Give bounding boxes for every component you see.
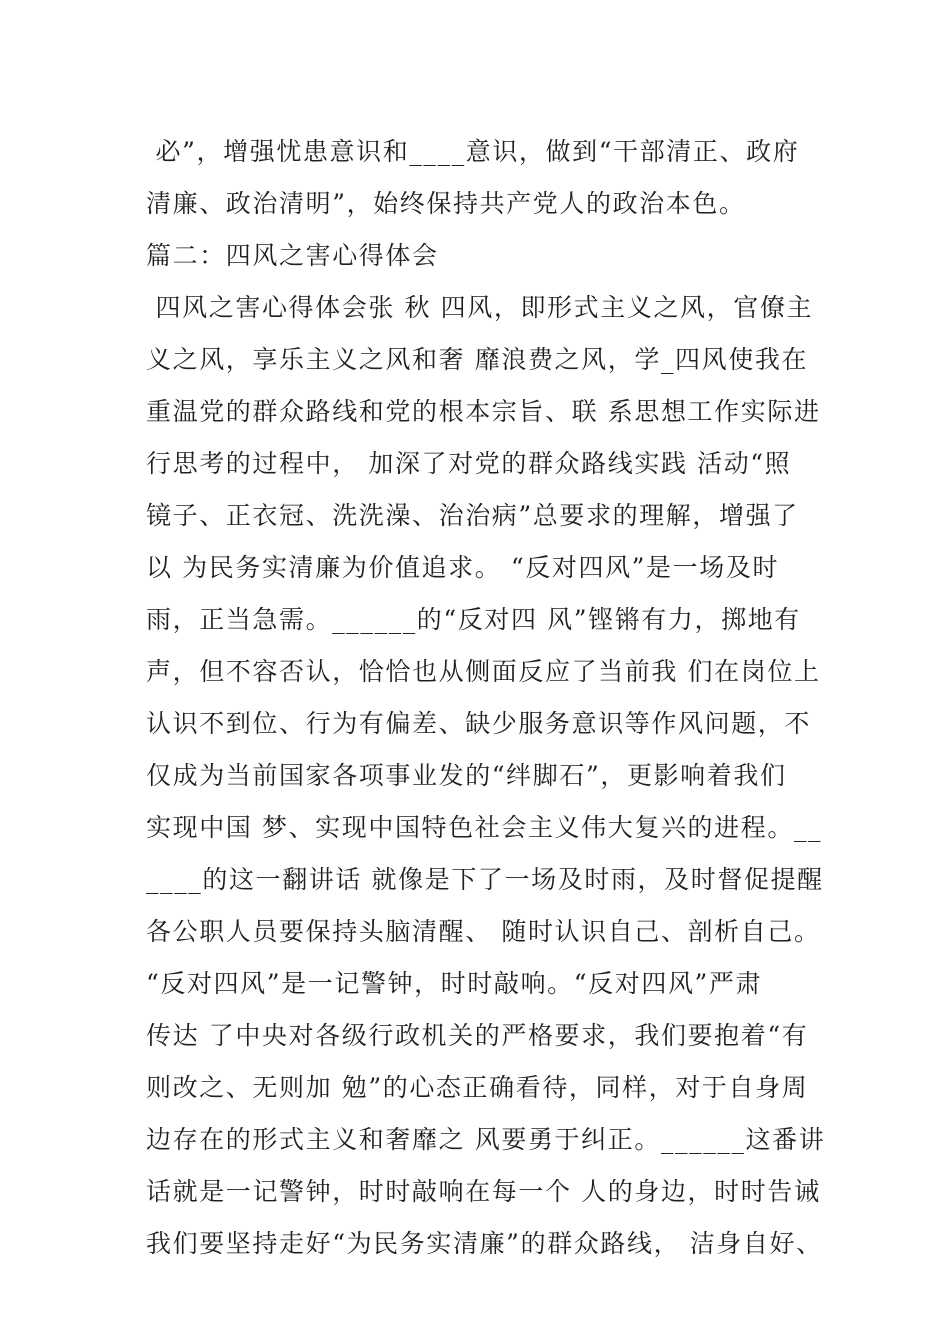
text-line: 行思考的过程中， 加深了对党的群众路线实践 活动“照 — [146, 449, 792, 478]
text-line: 重温党的群众路线和党的根本宗旨、联 系思想工作实际进 — [146, 397, 821, 426]
text-line: 镜子、正衣冠、洗洗澡、治治病”总要求的理解，增强了 — [146, 501, 799, 530]
text-line: 义之风，享乐主义之风和奢 靡浪费之风，学_四风使我在 — [146, 345, 809, 374]
text-line: 以 为民务实清廉为价值追求。 “反对四风”是一场及时 — [146, 553, 780, 582]
text-line: 雨，正当急需。______的“反对四 风”铿锵有力，掷地有 — [146, 605, 801, 634]
section-heading: 篇二：四风之害心得体会 — [146, 241, 439, 270]
text-line: 认识不到位、行为有偏差、缺少服务意识等作风问题，不 — [146, 709, 812, 738]
text-line: 则改之、无则加 勉”的心态正确看待，同样，对于自身周 — [146, 1073, 809, 1102]
text-line: 四风之害心得体会张 秋 四风，即形式主义之风，官僚主 — [146, 293, 814, 322]
text-line: 各公职人员要保持头脑清醒、 随时认识自己、剖析自己。 — [146, 917, 821, 946]
text-line: 传达 了中央对各级行政机关的严格要求，我们要抱着“有 — [146, 1021, 809, 1050]
text-line: “反对四风”是一记警钟，时时敲响。“反对四风”严肃 — [146, 969, 763, 998]
text-line: 实现中国 梦、实现中国特色社会主义伟大复兴的进程。__ — [146, 813, 823, 842]
text-line: ____的这一翻讲话 就像是下了一场及时雨，及时督促提醒 — [146, 865, 824, 894]
text-line: 我们要坚持走好“为民务实清廉”的群众路线， 洁身自好、 — [146, 1229, 823, 1258]
text-line: 必”，增强忧患意识和____意识，做到“干部清正、政府 — [146, 137, 800, 166]
text-line: 清廉、政治清明”，始终保持共产党人的政治本色。 — [146, 189, 746, 218]
document-body — [146, 126, 836, 1270]
text-line: 话就是一记警钟，时时敲响在每一个 人的身边，时时告诫 — [146, 1177, 821, 1206]
text-line: 仅成为当前国家各项事业发的“绊脚石”，更影响着我们 — [146, 761, 787, 790]
text-line: 边存在的形式主义和奢靡之 风要勇于纠正。______这番讲 — [146, 1125, 826, 1154]
text-line: 声，但不容否认，恰恰也从侧面反应了当前我 们在岗位上 — [146, 657, 821, 686]
